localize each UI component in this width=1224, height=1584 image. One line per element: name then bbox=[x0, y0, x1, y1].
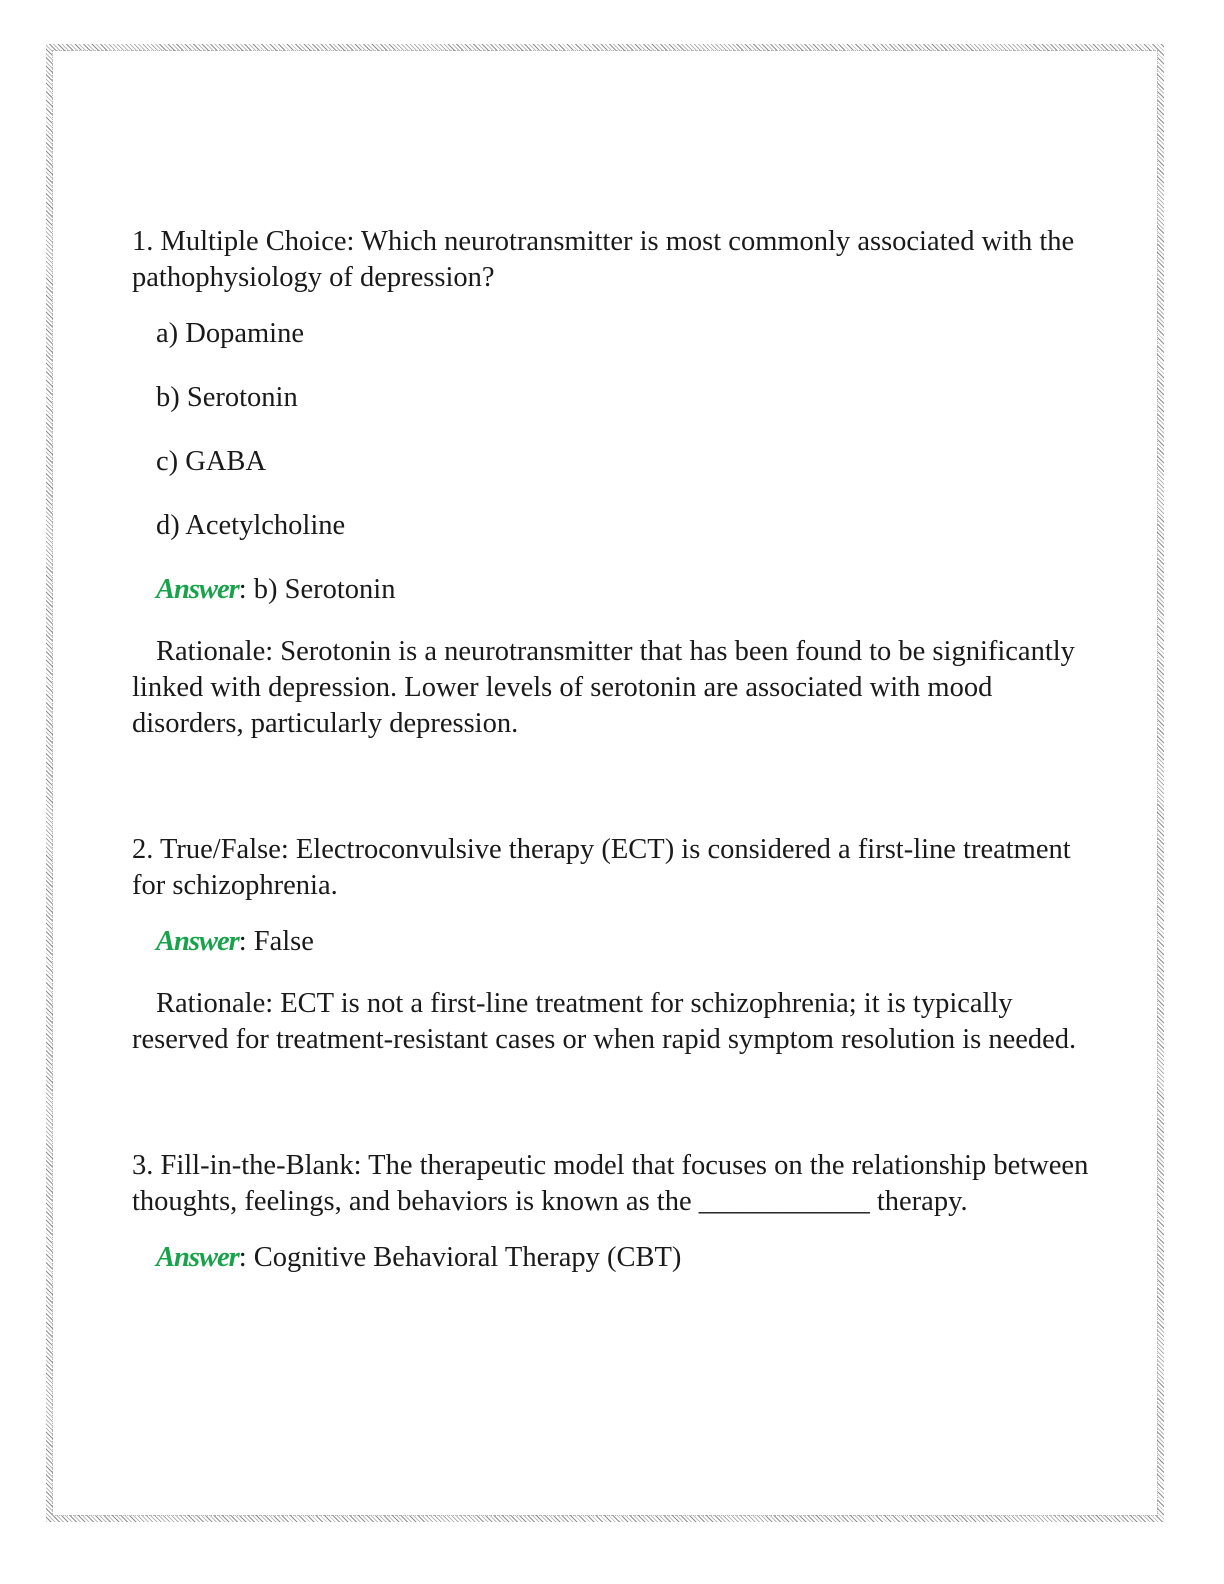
answer-label: Answer bbox=[156, 574, 239, 605]
answer-text: Cognitive Behavioral Therapy (CBT) bbox=[253, 1242, 682, 1273]
answer-separator: : bbox=[238, 574, 254, 605]
answer-label: Answer bbox=[156, 1242, 239, 1273]
section-spacer bbox=[132, 1058, 1092, 1148]
question-prompt: 1. Multiple Choice: Which neurotransmitter is most commonly associated with the pathophysiology of depression? bbox=[132, 226, 1075, 293]
quiz-content bbox=[132, 224, 1092, 1302]
answer-option-c: c) GABA bbox=[156, 446, 267, 477]
question-block-1 bbox=[132, 224, 1092, 742]
question-block-2 bbox=[132, 832, 1092, 1058]
question-prompt: 3. Fill-in-the-Blank: The therapeutic model that focuses on the relationship between thoughts, feelings, and behaviors is known as the ____________ therapy. bbox=[132, 1150, 1089, 1217]
answer-option-a: a) Dopamine bbox=[156, 318, 304, 349]
answer-text: b) Serotonin bbox=[253, 574, 396, 605]
answer-line bbox=[156, 1240, 1092, 1276]
answer-separator: : bbox=[238, 926, 254, 957]
rationale-text: Rationale: Serotonin is a neurotransmitter that has been found to be significantly linked with depression. Lower levels of serotonin are associated with mood disorders, particularly depression. bbox=[132, 636, 1075, 739]
answer-line bbox=[156, 572, 1092, 608]
answer-text: False bbox=[253, 926, 314, 957]
question-prompt: 2. True/False: Electroconvulsive therapy (ECT) is considered a first-line treatment for schizophrenia. bbox=[132, 834, 1071, 901]
question-block-3 bbox=[132, 1148, 1092, 1276]
answer-option-d: d) Acetylcholine bbox=[156, 510, 346, 541]
answer-separator: : bbox=[238, 1242, 254, 1273]
answer-label: Answer bbox=[156, 926, 239, 957]
answer-line bbox=[156, 924, 1092, 960]
answer-option-b: b) Serotonin bbox=[156, 382, 298, 413]
section-spacer bbox=[132, 742, 1092, 832]
rationale-text: Rationale: ECT is not a first-line treatment for schizophrenia; it is typically reserved for treatment-resistant cases or when rapid symptom resolution is needed. bbox=[132, 988, 1077, 1055]
